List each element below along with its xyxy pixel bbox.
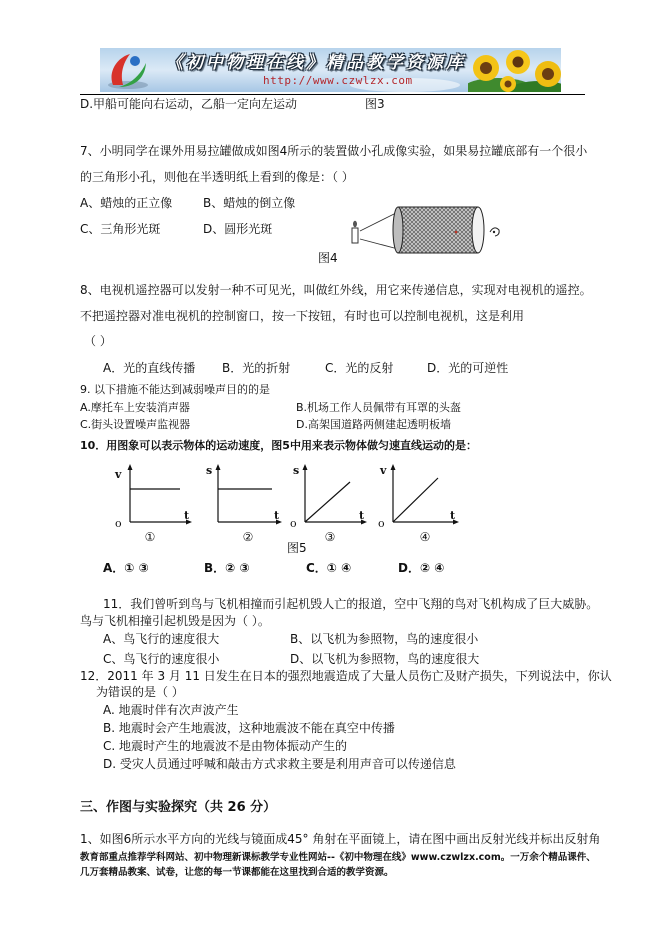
graph-1-tag: ① [144,530,156,544]
q9-stem: 9. 以下措施不能达到减弱噪声目的的是 [80,383,270,396]
figure-5-motion-graphs [100,455,480,547]
q9-option-a: A.摩托车上安装消声器 [80,401,190,414]
section-3-heading: 三、作图与实验探究（共 26 分） [80,800,277,815]
graph-4-tag: ④ [419,530,431,544]
q7-stem-line-1: 7、小明同学在课外用易拉罐做成如图4所示的装置做小孔成像实验，如果易拉罐底部有一个很小 [80,144,588,158]
graph-1-y-label: v [115,468,122,481]
q7-option-d: D、圆形光斑 [203,222,273,236]
graph-3-origin: o [290,517,297,530]
q12-option-b: B. 地震时会产生地震波，这种地震波不能在真空中传播 [103,721,395,735]
graph-2-x-label: t [274,509,280,522]
figure-4-pinhole-can [340,198,510,264]
graph-4-y-label: v [380,464,387,477]
q11-option-c: C、鸟飞行的速度很小 [103,652,220,666]
figure-3-label: 图3 [365,97,385,111]
banner-title: 《初中物理在线》精品教学资源库 [166,53,466,73]
q8-option-c: C．光的反射 [325,361,394,375]
q9-option-b: B.机场工作人员佩带有耳罩的头盔 [296,401,462,414]
q9-option-d: D.高架国道路两侧建起透明板墙 [296,418,451,431]
graph-1-origin: o [115,517,122,530]
q11-option-a: A、鸟飞行的速度很大 [103,632,220,646]
q7-option-c: C、三角形光斑 [80,222,161,236]
q8-stem-line-2: 不把遥控器对准电视机的控制窗口，按一下按钮，有时也可以控制电视机，这是利用 [80,309,525,323]
graph-2-tag: ② [242,530,254,544]
q8-option-d: D．光的可逆性 [427,361,509,375]
q7-option-a: A、蜡烛的正立像 [80,196,173,210]
q10-option-d: D．② ④ [398,561,445,575]
q7-stem-line-2: 的三角形小孔，则他在半透明纸上看到的像是：（ ） [80,170,354,184]
q8-stem-line-1: 8、电视机遥控器可以发射一种不可见光，叫做红外线，用它来传递信息，实现对电视机的遥控。 [80,283,592,297]
q12-option-c: C. 地震时产生的地震波不是由物体振动产生的 [103,739,348,753]
q8-answer-blank: （ ） [84,334,112,348]
banner-url: http://www.czwlzx.com [263,74,413,87]
graph-2-y-label: s [206,464,213,477]
sunflower-image [468,48,561,92]
q10-stem: 10．用图象可以表示物体的运动速度，图5中用来表示物体做匀速直线运动的是： [80,439,477,452]
figure-5-label: 图5 [287,541,307,555]
q10-option-c: C．① ④ [306,561,352,575]
q6-option-d: D.甲船可能向右运动，乙船一定向左运动 [80,97,298,111]
q10-option-a: A．① ③ [103,561,149,575]
q8-option-b: B．光的折射 [222,361,291,375]
graph-3-x-label: t [359,509,365,522]
q11-stem-line-2: 鸟与飞机相撞引起机毁是因为（ ）。 [80,614,270,628]
q12-stem-line-1: 12．2011 年 3 月 11 日发生在日本的强烈地震造成了大量人员伤亡及财产损失，下列说法中，你认 [80,669,612,683]
q12-option-a: A. 地震时伴有次声波产生 [103,703,239,717]
site-logo [104,49,152,91]
section-3-q1-stem: 1、如图6所示水平方向的光线与镜面成45° 角射在平面镜上，请在图中画出反射光线并标出反射角 [80,832,601,846]
q11-stem-line-1: 11．我们曾听到鸟与飞机相撞而引起机毁人亡的报道，空中飞翔的鸟对飞机构成了巨大威胁。 [103,597,599,611]
header-rule [80,94,585,95]
graph-3-tag: ③ [324,530,336,544]
q10-option-b: B．② ③ [204,561,250,575]
q12-stem-line-2: 为错误的是（ ） [96,685,184,699]
q7-option-b: B、蜡烛的倒立像 [203,196,296,210]
graph-1-x-label: t [184,509,190,522]
graph-4-x-label: t [450,509,456,522]
footer-line-1: 教育部重点推荐学科网站、初中物理新课标教学专业性网站--《初中物理在线》www.czwlzx.com。一万余个精品课件、 [80,852,596,863]
q8-option-a: A．光的直线传播 [103,361,196,375]
q12-option-d: D. 受灾人员通过呼喊和敲击方式求救主要是利用声音可以传递信息 [103,757,456,771]
graph-3-y-label: s [293,464,300,477]
figure-4-label: 图4 [318,251,338,265]
q11-option-b: B、以飞机为参照物，鸟的速度很小 [290,632,479,646]
q9-option-c: C.街头设置噪声监视器 [80,418,191,431]
footer-line-2: 几万套精品教案、试卷，让您的每一节课都能在这里找到合适的教学资源。 [80,867,394,878]
graph-4-origin: o [378,517,385,530]
q11-option-d: D、以飞机为参照物，鸟的速度很大 [290,652,480,666]
site-banner [100,48,561,92]
